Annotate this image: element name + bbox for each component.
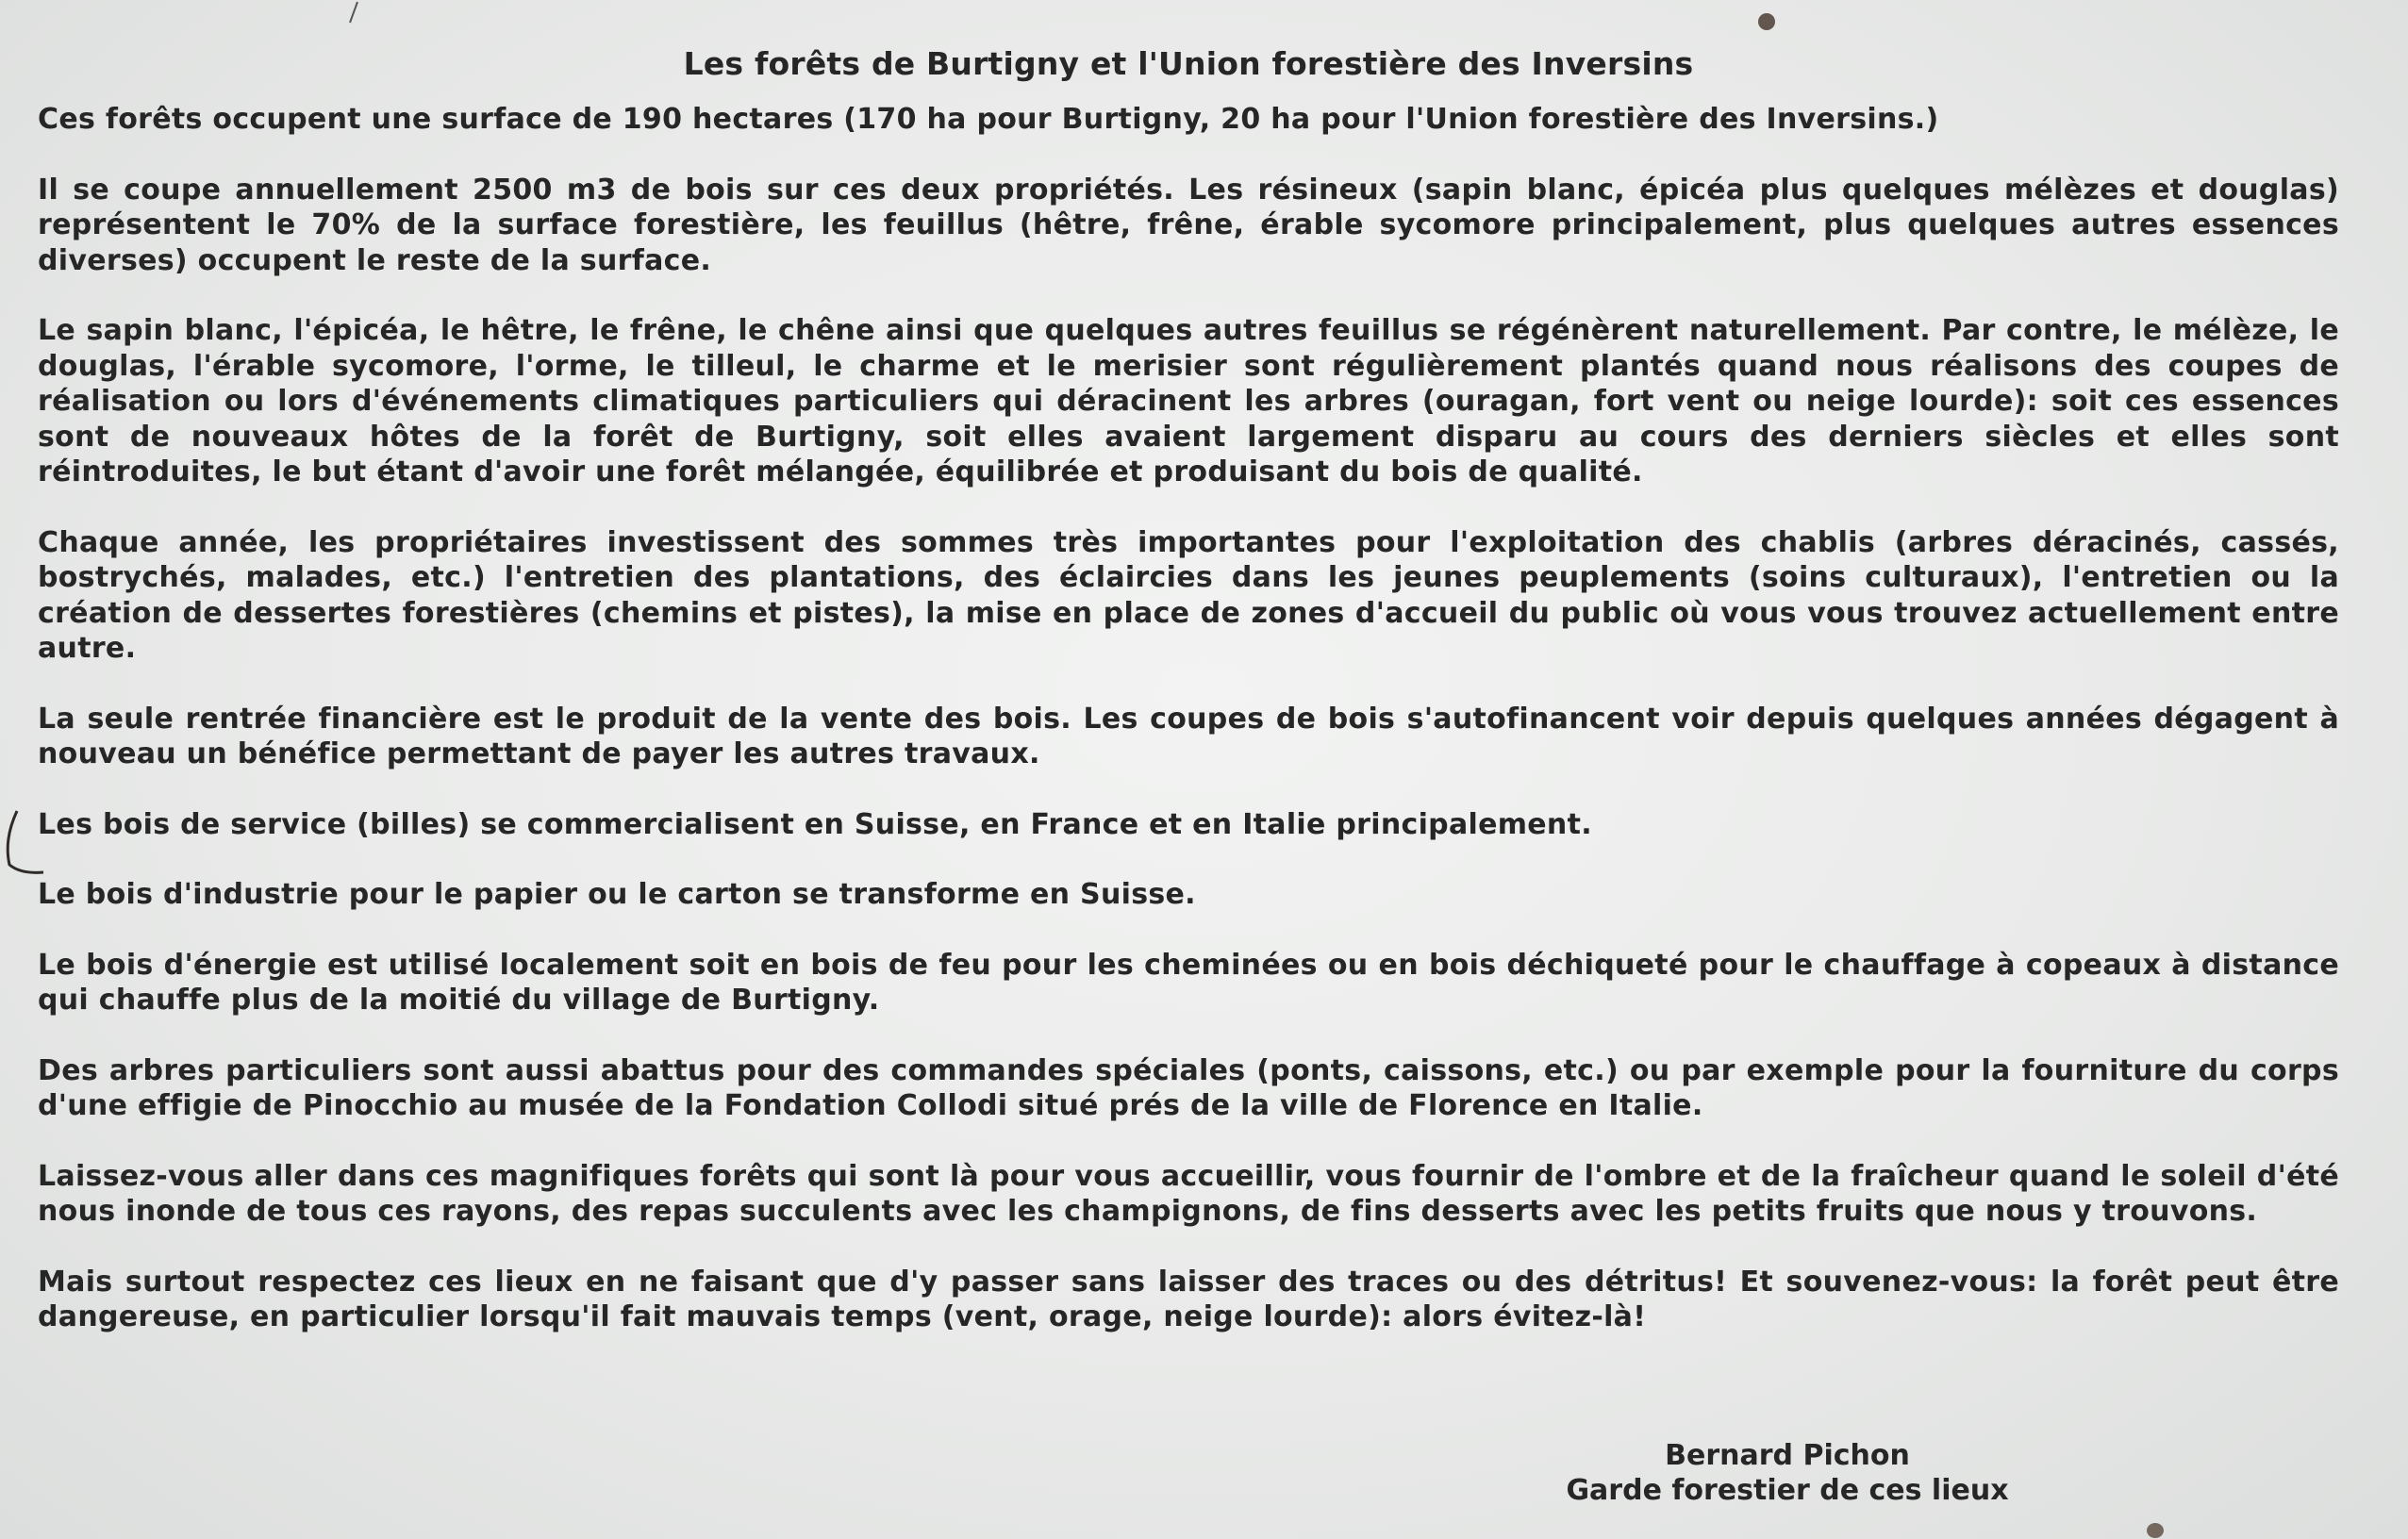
paragraph-special-trees: Des arbres particuliers sont aussi abattus pour des commandes spéciales (ponts, caissons, etc.) ou par exemple pour la fourniture du corps d'une effigie de Pinocchio au musée de la Fondation Collodi situé prés de la ville de Florence en Italie. [38,1053,2339,1122]
paragraph-energy-wood: Le bois d'énergie est utilisé localement soit en bois de feu pour les cheminées ou en bois déchiqueté pour le chauffage à copeaux à distance qui chauffe plus de la moitié du village de Burtigny. [38,948,2339,1017]
paragraph-regeneration: Le sapin blanc, l'épicéa, le hêtre, le frêne, le chêne ainsi que quelques autres feuillus se régénèrent naturellement. Par contre, le mélèze, le douglas, l'érable sycomore, l'orme, le tilleul, le charme et le merisier sont régulièrement plantés quand nous réalisons des coupes de réalisation ou lors d'événements climatiques particuliers qui déracinent les arbres (ouragan, fort vent ou neige lourde): soit ces essences sont de nouveaux hôtes de la forêt de Burtigny, soit elles avaient largement disparu au cours des derniers siècles et elles sont réintroduites, le but étant d'avoir une forêt mélangée, équilibrée et produisant du bois de qualité. [38,314,2339,488]
scratch-mark [0,806,57,882]
paragraph-harvest: Il se coupe annuellement 2500 m3 de bois sur ces deux propriétés. Les résineux (sapin blanc, épicéa plus quelques mélèzes et douglas) représentent le 70% de la surface forestière, les feuillus (hêtre, frêne, érable sycomore principalement, plus quelques autres essences diverses) occupent le reste de la surface. [38,173,2339,277]
paragraph-surface: Ces forêts occupent une surface de 190 hectares (170 ha pour Burtigny, 20 ha pour l'Union forestière des Inversins.) [38,103,1939,136]
sign-text [38,45,2339,1370]
paragraph-investment: Chaque année, les propriétaires investissent des sommes très importantes pour l'exploitation des chablis (arbres déracinés, cassés, bostrychés, malades, etc.) l'entretien des plantations, des éclaircies dans les jeunes peuplements (soins culturaux), l'entretien ou la création de dessertes forestières (chemins et pistes), la mise en place de zones d'accueil du public où vous vous trouvez actuellement entre autre. [38,525,2339,665]
paragraph-service-wood: Les bois de service (billes) se commercialisent en Suisse, en France et en Italie principalement. [38,807,1592,841]
stain-mark [2141,1514,2169,1539]
sign-title: Les forêts de Burtigny et l'Union forestière des Inversins [683,45,1694,82]
signature-name: Bernard Pichon [1665,1439,1910,1472]
signature-block [1509,1438,2066,1508]
paragraph-invitation: Laissez-vous aller dans ces magnifiques forêts qui sont là pour vous accueillir, vous fournir de l'ombre et de la fraîcheur quand le soleil d'été nous inonde de tous ces rayons, des repas succulents avec les champignons, de fins desserts avec les petits fruits que nous y trouvons. [38,1159,2339,1228]
scratch-mark [344,0,363,28]
paragraph-warning: Mais surtout respectez ces lieux en ne faisant que d'y passer sans laisser des traces ou des détritus! Et souvenez-vous: la forêt peut être dangereuse, en particulier lorsqu'il fait mauvais temps (vent, orage, neige lourde): alors évitez-là! [38,1265,2339,1333]
paragraph-industry-wood: Le bois d'industrie pour le papier ou le carton se transforme en Suisse. [38,878,1196,911]
stain-mark [1752,8,1781,36]
signature-role: Garde forestier de ces lieux [1566,1474,2009,1507]
paragraph-income: La seule rentrée financière est le produit de la vente des bois. Les coupes de bois s'autofinancent voir depuis quelques années dégagent à nouveau un bénéfice permettant de payer les autres travaux. [38,702,2339,770]
